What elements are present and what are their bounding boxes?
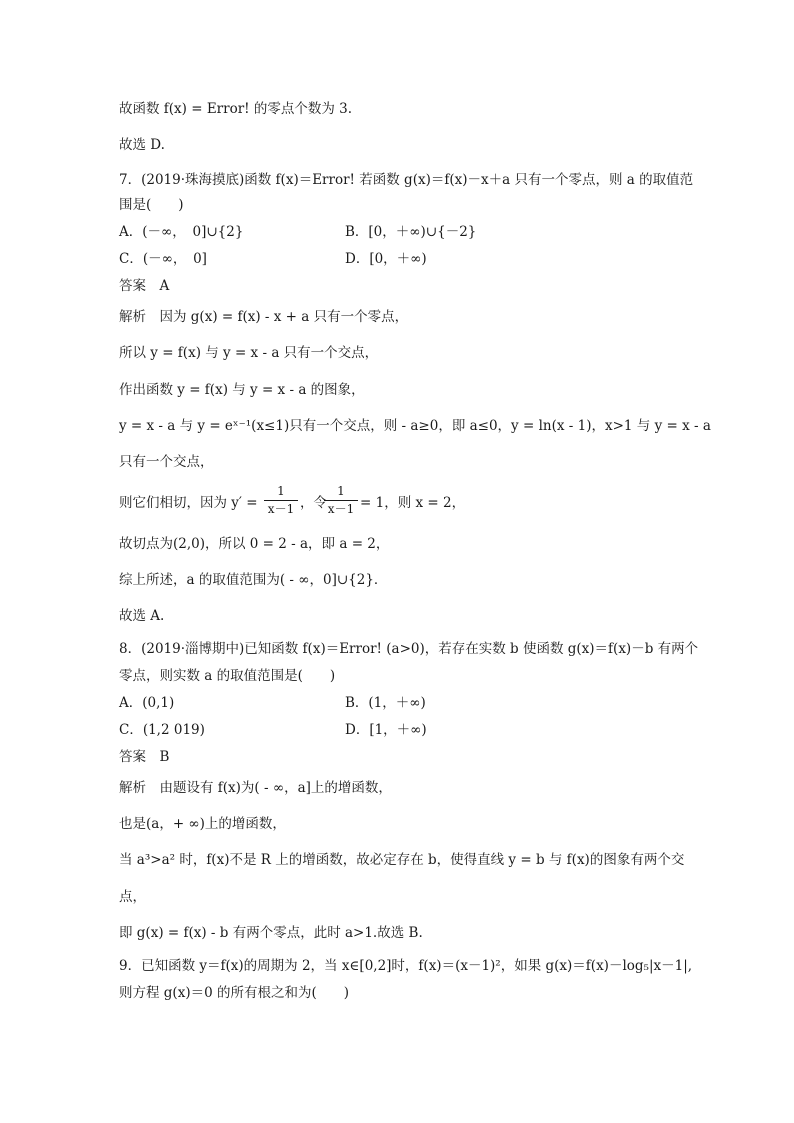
question-9-stem: 9．已知函数 y＝f(x)的周期为 2，当 x∈[0,2]时，f(x)＝(x－1)²，如果 g(x)＝f(x)－log₅|x－1|, (119, 958, 693, 974)
q8-solution-line: 点， (119, 889, 146, 905)
q7-option-b: B．[0，＋∞)∪{－2} (345, 224, 477, 240)
fraction-numerator: 1 (277, 484, 285, 498)
q7-option-a: A．(－∞， 0]∪{2} (119, 224, 244, 240)
q7-solution-line: 所以 y = f(x) 与 y = x - a 只有一个交点， (119, 345, 379, 361)
q8-option-d: D．[1，＋∞) (345, 722, 427, 738)
q7-option-d: D．[0，＋∞) (345, 251, 427, 267)
fraction (324, 484, 358, 517)
fraction-denominator: x－1 (327, 502, 355, 516)
question-8-stem: 8．(2019·淄博期中)已知函数 f(x)＝Error! (a>0)，若存在实数 b 使函数 g(x)＝f(x)－b 有两个 (119, 641, 699, 657)
question-7-stem-cont: 围是( ) (119, 197, 184, 213)
question-7-stem: 7．(2019·珠海摸底)函数 f(x)＝Error! 若函数 g(x)＝f(x)－x＋a 只有一个零点，则 a 的取值范 (119, 172, 694, 188)
q7-solution-line: 只有一个交点， (119, 454, 214, 470)
q8-solution-line: 解析 由题设有 f(x)为( - ∞，a]上的增函数， (119, 780, 392, 796)
fraction (264, 484, 298, 517)
q8-option-b: B．(1，＋∞) (345, 695, 426, 711)
q8-answer: 答案 B (119, 749, 170, 765)
q7-solution-line: 综上所述，a 的取值范围为( - ∞，0]∪{2}． (119, 572, 388, 588)
q7-solution-line: 故切点为(2,0)，所以 0 = 2 - a，即 a = 2， (119, 536, 390, 552)
q7-solution-line-b: ，令 (300, 495, 327, 511)
text-line: 故选 D. (119, 137, 165, 153)
q7-solution-line: y = x - a 与 y = eˣ⁻¹(x≤1)只有一个交点，则 - a≥0，即 a≤0，y = ln(x - 1)，x>1 与 y = x - a (119, 418, 711, 434)
text-line: 故函数 f(x) = Error! 的零点个数为 3. (119, 101, 353, 117)
question-9-stem-cont: 则方程 g(x)＝0 的所有根之和为( ) (119, 985, 349, 1001)
q7-solution-line: 作出函数 y = f(x) 与 y = x - a 的图象， (119, 382, 365, 398)
q7-answer: 答案 A (119, 278, 170, 294)
q7-solution-line-a: 则它们相切，因为 y′ = (119, 495, 258, 511)
q7-solution-line: 故选 A. (119, 608, 165, 624)
q8-solution-line: 即 g(x) = f(x) - b 有两个零点，此时 a>1.故选 B. (119, 925, 423, 941)
q8-option-c: C．(1,2 019) (119, 722, 205, 738)
question-8-stem-cont: 零点，则实数 a 的取值范围是( ) (119, 668, 336, 684)
q7-solution-line: 解析 因为 g(x) = f(x) - x + a 只有一个零点， (119, 309, 409, 325)
q7-solution-line-c: = 1，则 x = 2， (360, 495, 466, 511)
q7-option-c: C．(－∞， 0] (119, 251, 207, 267)
fraction-numerator: 1 (337, 484, 345, 498)
q8-option-a: A．(0,1) (119, 695, 175, 711)
fraction-denominator: x－1 (267, 502, 295, 516)
q8-solution-line: 也是(a，+ ∞)上的增函数， (119, 816, 286, 832)
q8-solution-line: 当 a³>a² 时，f(x)不是 R 上的增函数，故必定存在 b，使得直线 y = b 与 f(x)的图象有两个交 (119, 852, 685, 868)
